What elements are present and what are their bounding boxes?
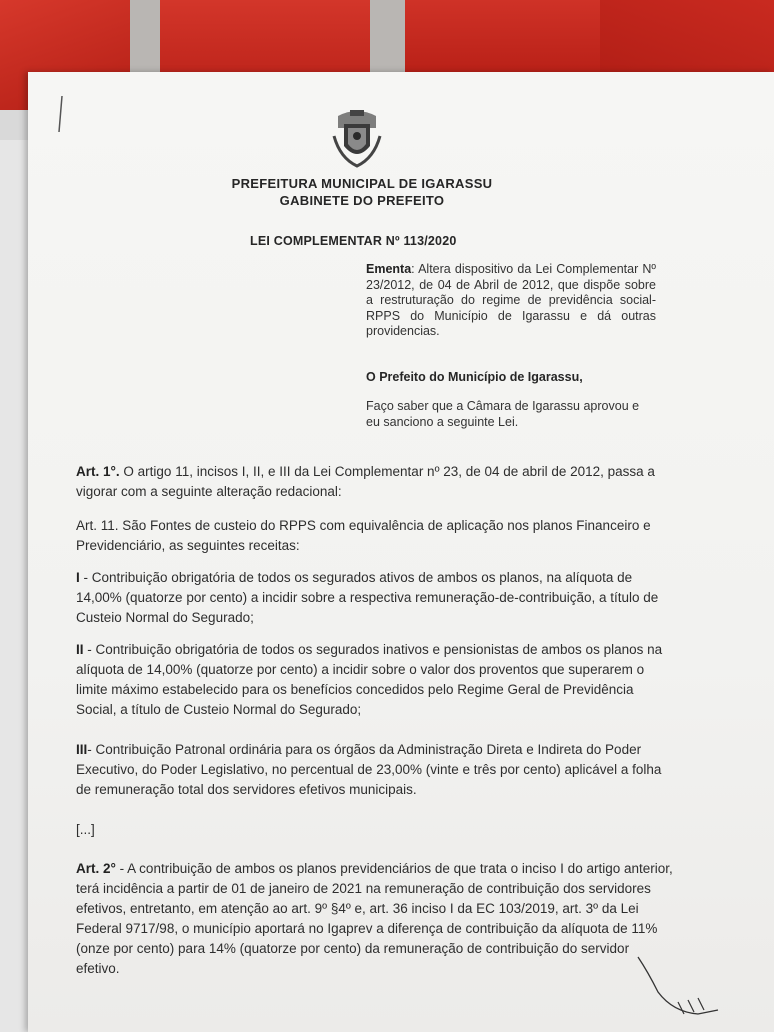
ellipsis: [...] <box>76 822 95 837</box>
coat-of-arms-icon <box>330 106 384 168</box>
header-prefeitura: PREFEITURA MUNICIPAL DE IGARASSU <box>231 176 493 191</box>
inciso-2 <box>76 640 676 720</box>
prefeito-line: O Prefeito do Município de Igarassu, <box>366 370 583 384</box>
article-11: Art. 11. São Fontes de custeio do RPPS com equivalência de aplicação nos planos Financeiro e Previdenciário, as seguintes receitas: <box>76 518 651 553</box>
inciso-1-label: I <box>76 570 80 585</box>
inciso-1 <box>76 568 676 628</box>
inciso-1-text: - Contribuição obrigatória de todos os segurados ativos de ambos os planos, na alíquota de 14,00% (quatorze por cento) a incidir sobre a respectiva remuneração-de-contribuição, a título de Custeio Normal do Segurado; <box>76 570 659 625</box>
article-1-text: O artigo 11, incisos I, II, e III da Lei Complementar nº 23, de 04 de abril de 2012, passa a vigorar com a seguinte alteração redacional: <box>76 464 655 499</box>
inciso-3-label: III <box>76 742 88 757</box>
article-2-text: - A contribuição de ambos os planos previdenciários de que trata o inciso I do artigo anterior, terá incidência a partir de 01 de janeiro de 2021 na remuneração de contribuição dos servidores efetivos, entretanto, em atenção ao art. 9º §4º e, art. 36 inciso I da EC 103/2019, art. 3º da Lei Federal 9717/98, o município aportará no Igaprev a diferença de contribuição da alíquota de 11% (onze por cento) para 14% (quatorze por cento) da remuneração de contribuição do servidor efetivo. <box>76 861 673 976</box>
article-1-label: Art. 1°. <box>76 464 120 479</box>
inciso-3-text: - Contribuição Patronal ordinária para os órgãos da Administração Direta e Indireta do Poder Executivo, do Poder Legislativo, no percentual de 23,00% (vinte e três por cento) aplicável a folha de remuneração total dos servidores efetivos municipais. <box>76 742 662 797</box>
inciso-2-text: - Contribuição obrigatória de todos os segurados inativos e pensionistas de ambos os planos na alíquota de 14,00% (quatorze por cento) a incidir sobre o valor dos proventos que superarem o limite máximo estabelecido para os benefícios concedidos pelo Regime Geral de Previdência Social, a título de Custeio Normal do Segurado; <box>76 642 663 717</box>
background-red-box-right <box>405 0 605 80</box>
ementa-block <box>366 262 656 340</box>
law-title: LEI COMPLEMENTAR Nº 113/2020 <box>250 234 457 248</box>
article-2-label: Art. 2° <box>76 861 116 876</box>
pen-stroke-icon <box>56 94 66 134</box>
inciso-2-label: II <box>76 642 84 657</box>
signature-mark-icon <box>618 952 728 1022</box>
article-2 <box>76 859 676 979</box>
header-gabinete: GABINETE DO PREFEITO <box>279 193 445 208</box>
document-page <box>28 72 774 1032</box>
article-1 <box>76 462 676 502</box>
ementa-label: Ementa <box>366 262 412 276</box>
faco-saber-line: Faço saber que a Câmara de Igarassu aprovou e eu sanciono a seguinte Lei. <box>366 399 640 429</box>
inciso-3 <box>76 740 676 800</box>
ementa-text: : Altera dispositivo da Lei Complementar Nº 23/2012, de 04 de Abril de 2012, que dispõe sobre a restruturação do regime de previdência social-RPPS do Município de Igarassu e dá outras providencias. <box>366 262 656 338</box>
